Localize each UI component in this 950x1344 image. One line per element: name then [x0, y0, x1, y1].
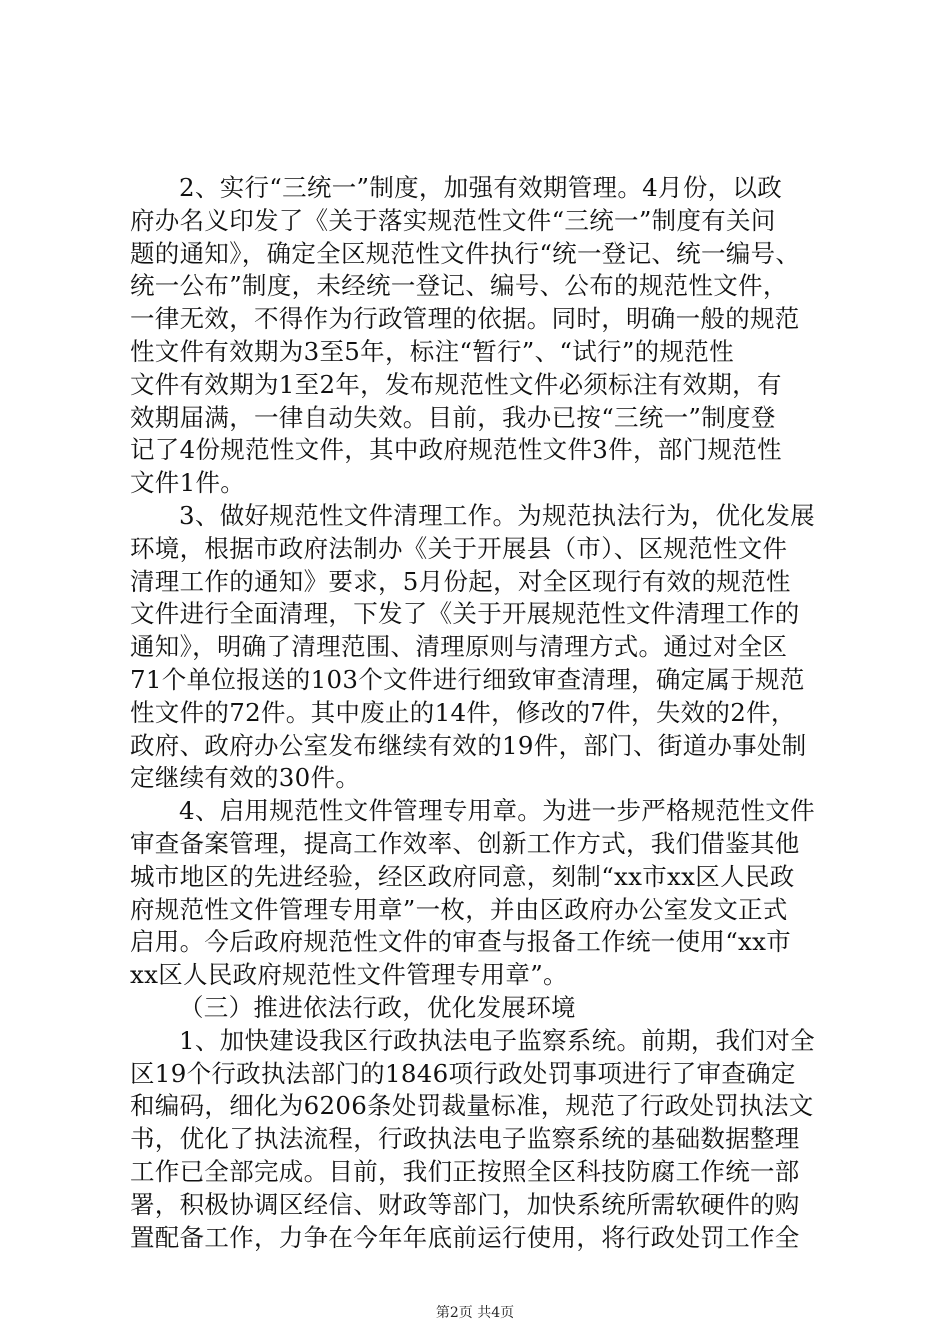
paragraph-5-line-4: 书，优化了执法流程，行政执法电子监察系统的基础数据整理	[130, 1124, 800, 1154]
paragraph-4-line-3: 城市地区的先进经验，经区政府同意，刻制“xx市xx区人民政	[130, 861, 795, 891]
paragraph-5-line-3: 和编码，细化为6206条处罚裁量标准，规范了行政处罚执法文	[130, 1091, 814, 1121]
paragraph-2-line-7: 文件有效期为1至2年，发布规范性文件必须标注有效期，有	[130, 369, 782, 399]
paragraph-3-line-8: 政府、政府办公室发布继续有效的19件，部门、街道办事处制	[130, 730, 807, 760]
paragraph-2-line-4: 统一公布”制度，未经统一登记、编号、公布的规范性文件，	[130, 271, 788, 301]
paragraph-5-line-5: 工作已全部完成。目前，我们正按照全区科技防腐工作统一部	[130, 1156, 800, 1186]
paragraph-5-line-6: 署，积极协调区经信、财政等部门，加快系统所需软硬件的购	[130, 1189, 800, 1219]
paragraph-5-line-7: 置配备工作，力争在今年年底前运行使用，将行政处罚工作全	[130, 1222, 800, 1252]
paragraph-4-line-6: xx区人民政府规范性文件管理专用章”。	[130, 960, 568, 990]
paragraph-5-line-1: 1、加快建设我区行政执法电子监察系统。前期，我们对全	[179, 1025, 815, 1055]
paragraph-3-line-4: 文件进行全面清理，下发了《关于开展规范性文件清理工作的	[130, 599, 800, 629]
paragraph-2-line-6: 性文件有效期为3至5年，标注“暂行”、“试行”的规范性	[130, 336, 734, 366]
paragraph-3-line-6: 71个单位报送的103个文件进行细致审查清理，确定属于规范	[130, 664, 805, 694]
paragraph-4-line-1: 4、启用规范性文件管理专用章。为进一步严格规范性文件	[179, 796, 815, 826]
paragraph-3-line-9: 定继续有效的30件。	[130, 763, 361, 793]
paragraph-2-line-3: 题的通知》，确定全区规范性文件执行“统一登记、统一编号、	[130, 238, 801, 268]
paragraph-2-line-9: 记了4份规范性文件，其中政府规范性文件3件，部门规范性	[130, 435, 782, 465]
section-heading: （三）推进依法行政，优化发展环境	[179, 992, 576, 1022]
paragraph-3-line-2: 环境，根据市政府法制办《关于开展县（市）、区规范性文件	[130, 533, 788, 563]
paragraph-3-line-7: 性文件的72件。其中废止的14件，修改的7件，失效的2件，	[130, 697, 796, 727]
paragraph-4-line-4: 府规范性文件管理专用章”一枚，并由区政府办公室发文正式	[130, 894, 788, 924]
page-number-footer: 第2页 共4页	[435, 1305, 515, 1321]
paragraph-3-line-1: 3、做好规范性文件清理工作。为规范执法行为，优化发展	[179, 500, 815, 530]
paragraph-2-line-2: 府办名义印发了《关于落实规范性文件“三统一”制度有关问	[130, 205, 776, 235]
paragraph-2-line-10: 文件1件。	[130, 468, 246, 498]
paragraph-2-line-1: 2、实行“三统一”制度，加强有效期管理。4月份，以政	[179, 173, 783, 202]
paragraph-3-line-3: 清理工作的通知》要求，5月份起，对全区现行有效的规范性	[130, 566, 791, 596]
paragraph-4-line-2: 审查备案管理，提高工作效率、创新工作方式，我们借鉴其他	[130, 828, 800, 858]
paragraph-2-line-8: 效期届满，一律自动失效。目前，我办已按“三统一”制度登	[130, 402, 776, 432]
document-body	[130, 172, 830, 1254]
paragraph-4-line-5: 启用。今后政府规范性文件的审查与报备工作统一使用“xx市	[130, 927, 792, 957]
paragraph-5-line-2: 区19个行政执法部门的1846项行政处罚事项进行了审查确定	[130, 1058, 796, 1088]
paragraph-2-line-5: 一律无效，不得作为行政管理的依据。同时，明确一般的规范	[130, 304, 800, 334]
paragraph-3-line-5: 通知》，明确了清理范围、清理原则与清理方式。通过对全区	[130, 632, 788, 662]
